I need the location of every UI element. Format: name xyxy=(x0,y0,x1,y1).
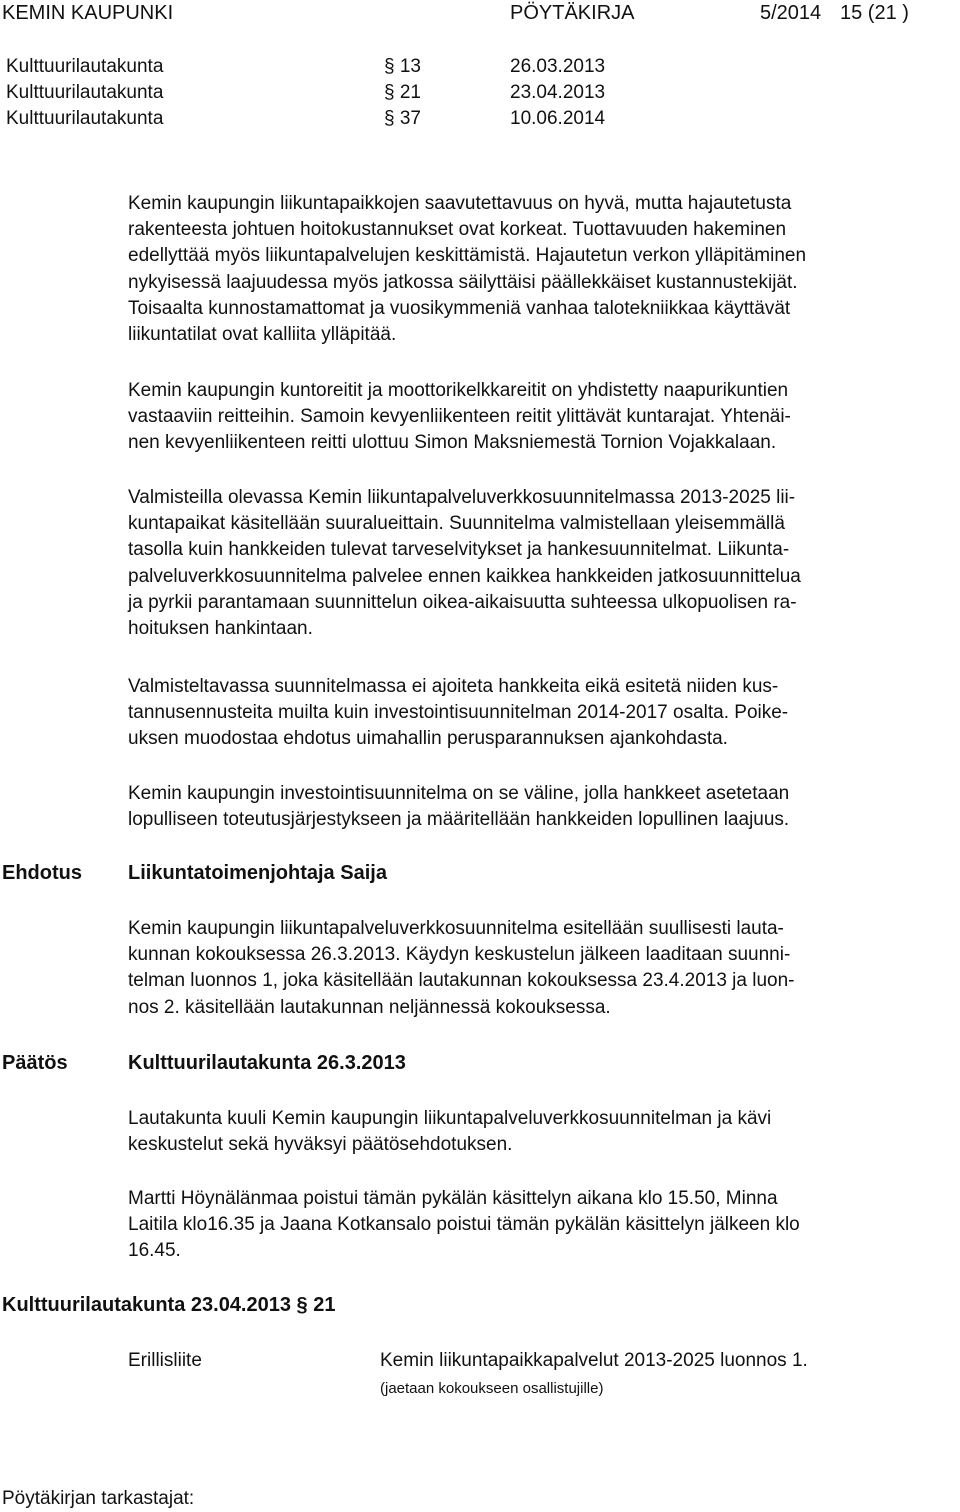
reference-body: Kulttuurilautakunta xyxy=(6,56,164,77)
reference-section: § 37 xyxy=(384,108,421,129)
paragraph-line: Martti Höynälänmaa poistui tämän pykälän käsittelyn aikana klo 15.50, Minna xyxy=(128,1188,778,1209)
paragraph-line: lopulliseen toteutusjärjestykseen ja määritellään hankkeiden lopullinen laajuus. xyxy=(128,809,790,831)
reference-date: 26.03.2013 xyxy=(510,56,606,77)
paragraph-line: liikuntatilat ovat kalliita ylläpitää. xyxy=(128,324,397,346)
reference-section: § 13 xyxy=(384,56,421,77)
attachment-label: Erillisliite xyxy=(128,1350,202,1371)
reference-date: 10.06.2014 xyxy=(510,108,606,129)
reference-body: Kulttuurilautakunta xyxy=(6,108,164,129)
reference-body: Kulttuurilautakunta xyxy=(6,82,164,103)
paragraph-line: kuntapaikat käsitellään suuralueittain. Suunnitelma valmistellaan yleisemmällä xyxy=(128,513,785,535)
ehdotus-label: Ehdotus xyxy=(2,862,82,884)
paragraph-line: Kemin kaupungin liikuntapaikkojen saavutettavuus on hyvä, mutta hajautetusta xyxy=(128,193,792,214)
body-paragraph xyxy=(128,485,948,642)
paragraph-line: tasolla kuin hankkeiden tulevat tarveselvitykset ja hankesuunnitelmat. Liikunta- xyxy=(128,539,790,561)
ehdotus-paragraph xyxy=(128,916,948,1021)
body-paragraph xyxy=(128,781,948,833)
paragraph-line: Kemin kaupungin kuntoreitit ja moottorikelkkareitit on yhdistetty naapurikuntien xyxy=(128,380,789,401)
reference-section: § 21 xyxy=(384,82,421,103)
paragraph-line: keskustelut sekä hyväksyi päätösehdotuksen. xyxy=(128,1134,513,1156)
paatos-label: Päätös xyxy=(2,1052,68,1074)
paragraph-line: hoituksen hankintaan. xyxy=(128,618,313,640)
paragraph-line: ja pyrkii parantamaan suunnittelun oikea-aikaisuutta suhteessa ulkopuolisen ra- xyxy=(128,591,797,613)
paragraph-line: rakenteesta johtuen hoitokustannukset ovat korkeat. Tuottavuuden hakeminen xyxy=(128,219,787,241)
paragraph-line: nen kevyenliikenteen reitti ulottuu Simon Maksniemestä Tornion Vojakkalaan. xyxy=(128,432,777,454)
paragraph-line: Lautakunta kuuli Kemin kaupungin liikuntapalveluverkkosuunnitelman ja kävi xyxy=(128,1108,772,1129)
paragraph-line: Toisaalta kunnostamattomat ja vuosikymmeniä vanhaa talotekniikkaa käyttävät xyxy=(128,297,791,319)
paragraph-line: tannusennusteita muilta kuin investointisuunnitelman 2014-2017 osalta. Poike- xyxy=(128,702,789,724)
reviewers-label: Pöytäkirjan tarkastajat: xyxy=(2,1488,195,1509)
header-doc-type: PÖYTÄKIRJA xyxy=(510,2,635,24)
paragraph-line: telman luonnos 1, joka käsitellään lautakunnan kokouksessa 23.4.2013 ja luon- xyxy=(128,970,795,992)
section-heading: Kulttuurilautakunta 23.04.2013 § 21 xyxy=(2,1294,336,1316)
body-paragraph xyxy=(128,378,948,457)
header-page-number: 15 (21 ) xyxy=(840,2,909,24)
paatos-heading: Kulttuurilautakunta 26.3.2013 xyxy=(128,1052,406,1074)
paragraph-line: nykyisessä laajuudessa myös jatkossa säilyttäisi päällekkäiset kustannustekijät. xyxy=(128,271,798,293)
paatos-paragraph xyxy=(128,1106,948,1158)
paragraph-line: edellyttää myös liikuntapalvelujen keskittämistä. Hajautetun verkon ylläpitäminen xyxy=(128,245,807,267)
paragraph-line: uksen muodostaa ehdotus uimahallin perusparannuksen ajankohdasta. xyxy=(128,728,728,750)
body-paragraph xyxy=(128,191,948,348)
header-org: KEMIN KAUPUNKI xyxy=(2,2,174,24)
paragraph-line: nos 2. käsitellään lautakunnan neljännessä kokouksessa. xyxy=(128,996,611,1018)
ehdotus-heading: Liikuntatoimenjohtaja Saija xyxy=(128,862,387,884)
paragraph-line: Valmisteltavassa suunnitelmassa ei ajoiteta hankkeita eikä esitetä niiden kus- xyxy=(128,676,779,697)
paragraph-line: Kemin kaupungin investointisuunnitelma on se väline, jolla hankkeet asetetaan xyxy=(128,783,790,804)
paragraph-line: 16.45. xyxy=(128,1240,181,1262)
attachment-note: (jaetaan kokoukseen osallistujille) xyxy=(380,1380,604,1397)
paragraph-line: Laitila klo16.35 ja Jaana Kotkansalo poistui tämän pykälän käsittelyn jälkeen klo xyxy=(128,1214,800,1236)
paatos-paragraph xyxy=(128,1186,948,1265)
paragraph-line: palveluverkkosuunnitelma palvelee ennen kaikkea hankkeiden jatkosuunnittelua xyxy=(128,565,801,587)
attachment-title: Kemin liikuntapaikkapalvelut 2013-2025 luonnos 1. xyxy=(380,1350,808,1371)
body-paragraph xyxy=(128,674,948,753)
reference-date: 23.04.2013 xyxy=(510,82,606,103)
paragraph-line: Kemin kaupungin liikuntapalveluverkkosuunnitelma esitellään suullisesti lauta- xyxy=(128,918,784,939)
paragraph-line: Valmisteilla olevassa Kemin liikuntapalveluverkkosuunnitelmassa 2013-2025 lii- xyxy=(128,487,796,508)
paragraph-line: vastaaviin reitteihin. Samoin kevyenliikenteen reitit ylittävät kuntarajat. Yhtenäi- xyxy=(128,406,791,428)
header-doc-number: 5/2014 xyxy=(760,2,822,24)
paragraph-line: kunnan kokouksessa 26.3.2013. Käydyn keskustelun jälkeen laaditaan suunni- xyxy=(128,944,791,966)
